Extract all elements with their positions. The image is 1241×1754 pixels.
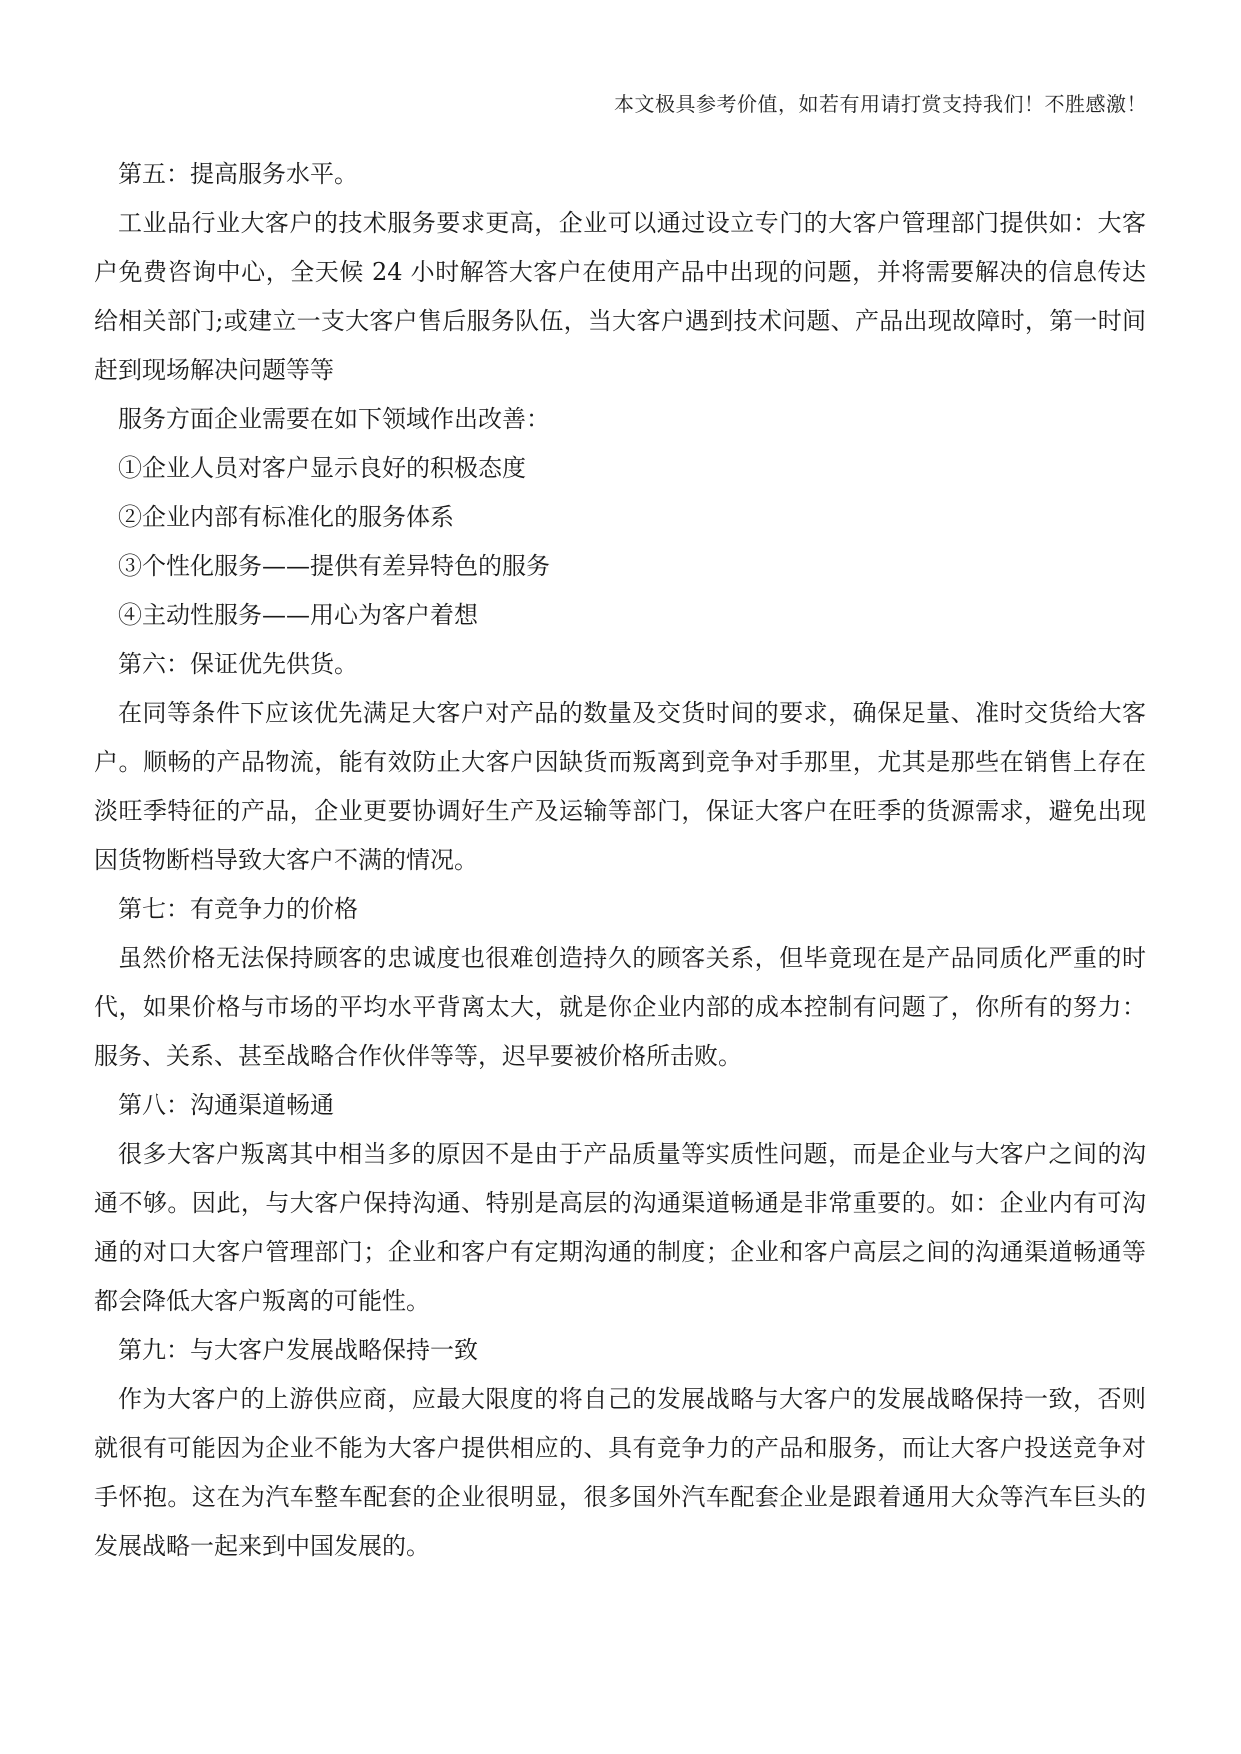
heading-section-9: 第九：与大客户发展战略保持一致 bbox=[118, 1336, 478, 1364]
list-item-3: ③个性化服务——提供有差异特色的服务 bbox=[118, 552, 550, 580]
paragraph-service-improvement-intro: 服务方面企业需要在如下领域作出改善： bbox=[118, 405, 550, 433]
heading-section-6: 第六：保证优先供货。 bbox=[118, 650, 358, 678]
heading-section-7: 第七：有竞争力的价格 bbox=[118, 895, 358, 923]
list-item-1: ①企业人员对客户显示良好的积极态度 bbox=[118, 454, 526, 482]
header-note: 本文极具参考价值，如若有用请打赏支持我们！不胜感激！ bbox=[614, 92, 1147, 116]
heading-section-5: 第五：提高服务水平。 bbox=[118, 160, 358, 188]
list-item-4: ④主动性服务——用心为客户着想 bbox=[118, 601, 478, 629]
paragraph-priority-supply: 在同等条件下应该优先满足大客户对产品的数量及交货时间的要求，确保足量、准时交货给大客户。顺畅的产品物流，能有效防止大客户因缺货而叛离到竞争对手那里，尤其是那些在销售上存在淡旺季特征的产品，企业更要协调好生产及运输等部门，保证大客户在旺季的货源需求，避免出现因货物断档导致大客户不满的情况。 bbox=[94, 699, 1146, 874]
paragraph-competitive-price: 虽然价格无法保持顾客的忠诚度也很难创造持久的顾客关系，但毕竟现在是产品同质化严重的时代，如果价格与市场的平均水平背离太大，就是你企业内部的成本控制有问题了，你所有的努力：服务、关系、甚至战略合作伙伴等等，迟早要被价格所击败。 bbox=[94, 944, 1146, 1070]
paragraph-strategy-alignment: 作为大客户的上游供应商，应最大限度的将自己的发展战略与大客户的发展战略保持一致，否则就很有可能因为企业不能为大客户提供相应的、具有竞争力的产品和服务，而让大客户投送竞争对手怀抱。这在为汽车整车配套的企业很明显，很多国外汽车配套企业是跟着通用大众等汽车巨头的发展战略一起来到中国发展的。 bbox=[94, 1385, 1146, 1560]
paragraph-service-description: 工业品行业大客户的技术服务要求更高，企业可以通过设立专门的大客户管理部门提供如：大客户免费咨询中心，全天候 24 小时解答大客户在使用产品中出现的问题，并将需要解决的信息传达给相关部门;或建立一支大客户售后服务队伍，当大客户遇到技术问题、产品出现故障时，第一时间赶到现场解决问题等等 bbox=[94, 209, 1146, 384]
list-item-2: ②企业内部有标准化的服务体系 bbox=[118, 503, 454, 531]
document-body bbox=[94, 150, 1146, 1571]
heading-section-8: 第八：沟通渠道畅通 bbox=[118, 1091, 334, 1119]
paragraph-communication: 很多大客户叛离其中相当多的原因不是由于产品质量等实质性问题，而是企业与大客户之间的沟通不够。因此，与大客户保持沟通、特别是高层的沟通渠道畅通是非常重要的。如：企业内有可沟通的对口大客户管理部门；企业和客户有定期沟通的制度；企业和客户高层之间的沟通渠道畅通等都会降低大客户叛离的可能性。 bbox=[94, 1140, 1146, 1315]
